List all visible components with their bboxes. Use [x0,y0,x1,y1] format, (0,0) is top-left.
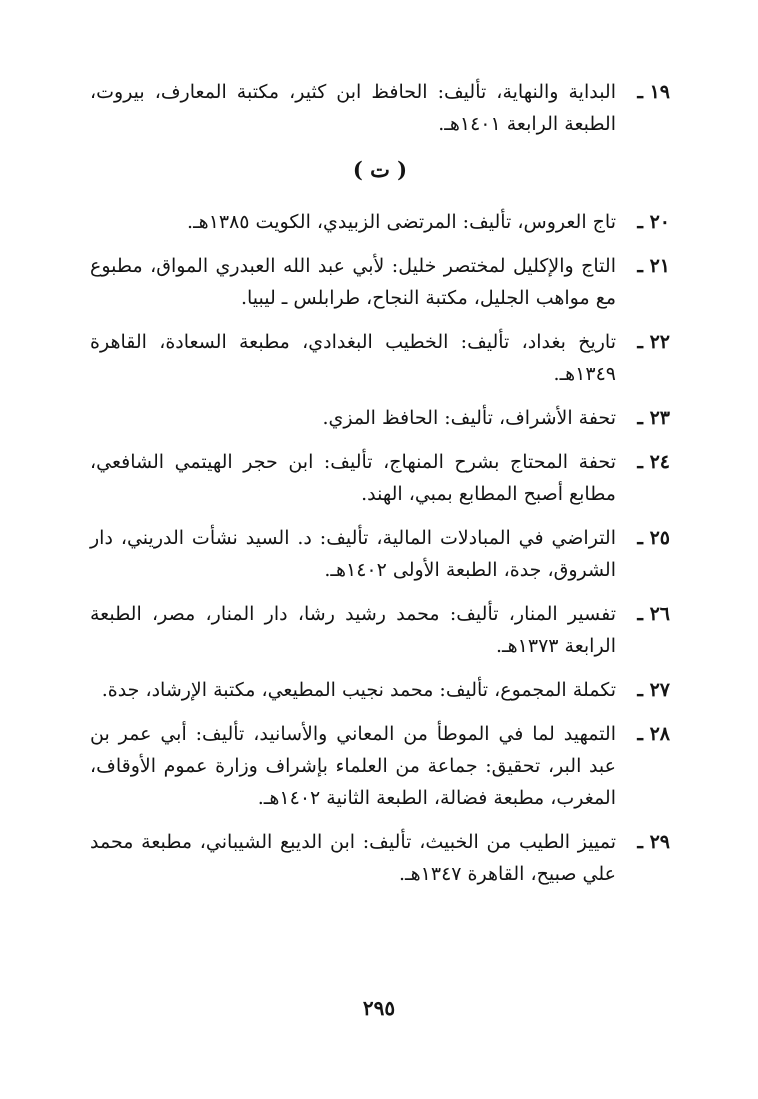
bibliography-entry-20 [90,206,670,238]
entry-text: تفسير المنار، تأليف: محمد رشيد رشا، دار المنار، مصر، الطبعة الرابعة ١٣٧٣هـ. [90,603,616,657]
entry-text: تحفة الأشراف، تأليف: الحافظ المزي. [322,407,616,429]
entry-number: ٢١ ـ [637,255,670,277]
page-number: ٢٩٥ [362,996,396,1020]
bibliography-entry-27 [90,674,670,706]
entry-number: ٢٦ ـ [637,603,670,625]
entry-number: ٢٩ ـ [637,831,670,853]
entry-number: ٢٧ ـ [637,679,670,701]
bibliography-entry-19 [90,76,670,140]
entry-text: التراضي في المبادلات المالية، تأليف: د. السيد نشأت الدريني، دار الشروق، جدة، الطبعة الأولى ١٤٠٢هـ. [90,527,616,581]
entry-number: ٢٥ ـ [637,527,670,549]
bibliography-entry-24 [90,446,670,510]
entry-text: البداية والنهاية، تأليف: الحافظ ابن كثير، مكتبة المعارف، بيروت، الطبعة الرابعة ١٤٠١هـ. [90,81,616,135]
bibliography-entry-21 [90,250,670,314]
entry-number: ٢٠ ـ [637,211,670,233]
entry-text: تحفة المحتاج بشرح المنهاج، تأليف: ابن حجر الهيتمي الشافعي، مطابع أصبح المطابع بمبي، الهند. [90,451,616,505]
bibliography-entry-26 [90,598,670,662]
entry-number: ٢٨ ـ [637,723,670,745]
entry-number: ١٩ ـ [637,81,670,103]
entry-text: تاريخ بغداد، تأليف: الخطيب البغدادي، مطبعة السعادة، القاهرة ١٣٤٩هـ. [90,331,616,385]
section-heading: ( ت ) [352,157,408,182]
entry-text: تكملة المجموع، تأليف: محمد نجيب المطيعي، مكتبة الإرشاد، جدة. [101,679,616,701]
bibliography-page [90,76,670,902]
bibliography-entry-25 [90,522,670,586]
entry-number: ٢٢ ـ [637,331,670,353]
bibliography-entry-29 [90,826,670,890]
entry-text: تاج العروس، تأليف: المرتضى الزبيدي، الكويت ١٣٨٥هـ. [187,211,616,233]
entry-text: التمهيد لما في الموطأ من المعاني والأسانيد، تأليف: أبي عمر بن عبد البر، تحقيق: جماعة من العلماء بإشراف وزارة عموم الأوقاف، المغرب، مطبعة فضالة، الطبعة الثانية ١٤٠٢هـ. [90,723,616,809]
entry-number: ٢٣ ـ [637,407,670,429]
entries-before [90,76,670,140]
bibliography-entry-22 [90,326,670,390]
entry-text: تمييز الطيب من الخبيث، تأليف: ابن الديبع الشيباني، مطبعة محمد علي صبيح، القاهرة ١٣٤٧هـ. [90,831,616,885]
bibliography-entry-23 [90,402,670,434]
entry-text: التاج والإكليل لمختصر خليل: لأبي عبد الله العبدري المواق، مطبوع مع مواهب الجليل، مكتبة النجاح، طرابلس ـ ليبيا. [90,255,616,309]
entry-number: ٢٤ ـ [637,451,670,473]
entries-after [90,206,670,890]
bibliography-entry-28 [90,718,670,814]
